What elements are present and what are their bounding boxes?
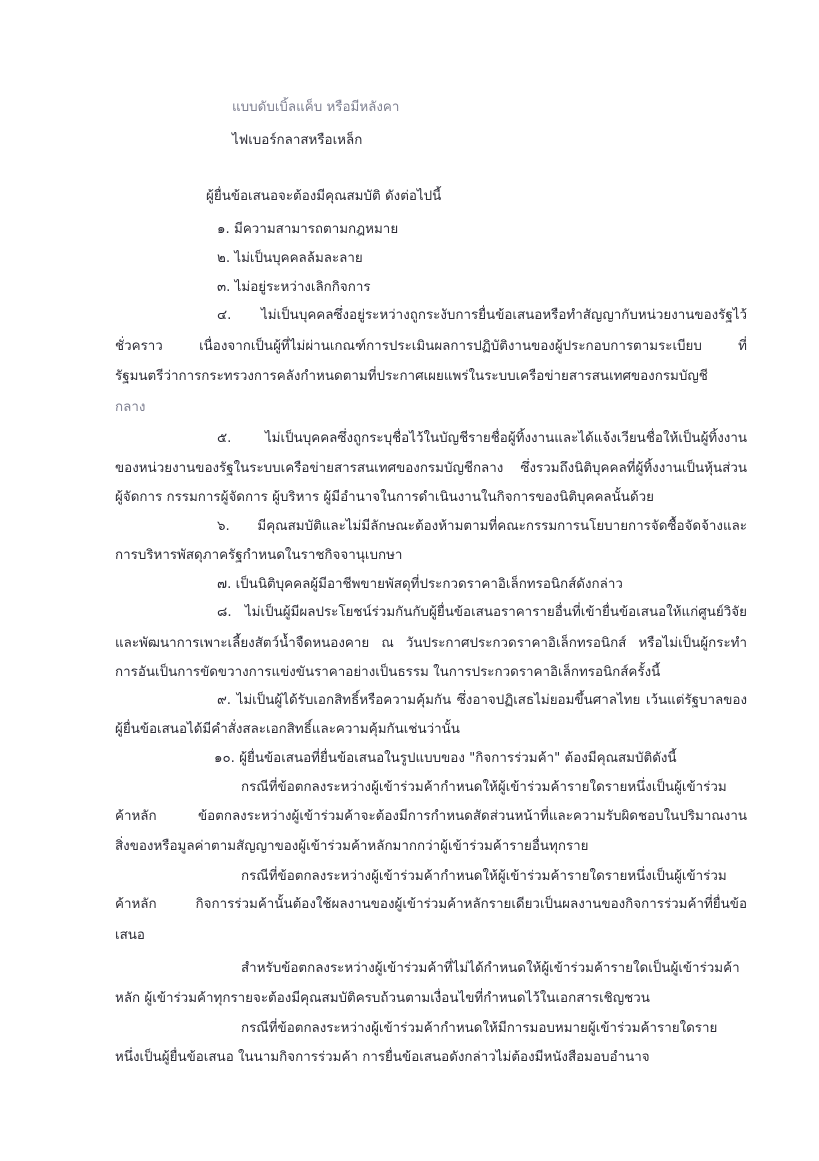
item-10-case-4-line-1: กรณีที่ข้อตกลงระหว่างผู้เข้าร่วมค้ากำหนดให้มีการมอบหมายผู้เข้าร่วมค้ารายใดราย	[241, 1021, 718, 1036]
item-10-case-3-line-1: สำหรับข้อตกลงระหว่างผู้เข้าร่วมค้าที่ไม่ได้กำหนดให้ผู้เข้าร่วมค้ารายใดเป็นผู้เข้าร่วมค้า	[241, 961, 740, 976]
item-10-case-3-line-2: หลัก ผู้เข้าร่วมค้าทุกรายจะต้องมีคุณสมบัติครบถ้วนตามเงื่อนไขที่กำหนดไว้ในเอกสารเชิญชวน	[115, 991, 650, 1006]
item-4-line-2: ชั่วคราว เนื่องจากเป็นผู้ที่ไม่ผ่านเกณฑ์การประเมินผลการปฏิบัติงานของผู้ประกอบการตามระเบียบ ที่	[115, 339, 747, 354]
item-10-case-1-line-3: สิ่งของหรือมูลค่าตามสัญญาของผู้เข้าร่วมค้าหลักมากกว่าผู้เข้าร่วมค้ารายอื่นทุกราย	[115, 839, 589, 854]
item-10-case-1-line-1: กรณีที่ข้อตกลงระหว่างผู้เข้าร่วมค้ากำหนดให้ผู้เข้าร่วมค้ารายใดรายหนึ่งเป็นผู้เข้าร่วม	[241, 780, 727, 795]
item-10-case-4-line-2: หนึ่งเป็นผู้ยื่นข้อเสนอ ในนามกิจการร่วมค้า การยื่นข้อเสนอดังกล่าวไม่ต้องมีหนังสือมอบอำนาจ	[115, 1050, 650, 1065]
item-5-line-3: ผู้จัดการ กรรมการผู้จัดการ ผู้บริหาร ผู้มีอำนาจในการดำเนินงานในกิจการของนิติบุคคลนั้นด้วย	[115, 490, 655, 505]
qualification-intro: ผู้ยื่นข้อเสนอจะต้องมีคุณสมบัติ ดังต่อไปนี้	[206, 189, 442, 204]
item-5-line-2: ของหน่วยงานของรัฐในระบบเครือข่ายสารสนเทศของกรมบัญชีกลาง ซึ่งรวมถึงนิติบุคคลที่ผู้ทิ้งงานเป็นหุ้นส่วน	[115, 461, 747, 476]
item-10-case-2-line-1: กรณีที่ข้อตกลงระหว่างผู้เข้าร่วมค้ากำหนดให้ผู้เข้าร่วมค้ารายใดรายหนึ่งเป็นผู้เข้าร่วม	[241, 869, 727, 884]
item-10-case-2-line-2: ค้าหลัก กิจการร่วมค้านั้นต้องใช้ผลงานของผู้เข้าร่วมค้าหลักรายเดียวเป็นผลงานของกิจการร่วมค้าที่ยื่นข้อ	[115, 897, 747, 912]
item-8-line-1: ๘. ไม่เป็นผู้มีผลประโยชน์ร่วมกันกับผู้ยื่นข้อเสนอราคารายอื่นที่เข้ายื่นข้อเสนอให้แก่ศูนย์วิจัย	[217, 605, 747, 620]
item-6-line-1: ๖. มีคุณสมบัติและไม่มีลักษณะต้องห้ามตามที่คณะกรรมการนโยบายการจัดซื้อจัดจ้างและ	[217, 519, 747, 534]
item-10-case-2-line-3: เสนอ	[115, 928, 145, 943]
item-10-heading: ๑๐. ผู้ยื่นข้อเสนอที่ยื่นข้อเสนอในรูปแบบของ "กิจการร่วมค้า" ต้องมีคุณสมบัติดังนี้	[214, 751, 677, 766]
item-6-line-2: การบริหารพัสดุภาครัฐกำหนดในราชกิจจานุเบกษา	[115, 548, 403, 563]
item-8-line-3: การอันเป็นการขัดขวางการแข่งขันราคาอย่างเป็นธรรม ในการประกวดราคาอิเล็กทรอนิกส์ครั้งนี้	[115, 665, 661, 680]
item-9-line-2: ผู้ยื่นข้อเสนอได้มีคำสั่งสละเอกสิทธิ์และความคุ้มกันเช่นว่านั้น	[115, 722, 460, 737]
header-line-1: แบบดับเบิ้ลแค็บ หรือมีหลังคา	[232, 100, 400, 115]
item-7: ๗. เป็นนิติบุคคลผู้มีอาชีพขายพัสดุที่ประกวดราคาอิเล็กทรอนิกส์ดังกล่าว	[217, 577, 623, 592]
item-1: ๑. มีความสามารถตามกฎหมาย	[217, 222, 399, 237]
item-3: ๓. ไม่อยู่ระหว่างเลิกกิจการ	[217, 280, 371, 295]
item-4-line-3: รัฐมนตรีว่าการกระทรวงการคลังกำหนดตามที่ประกาศเผยแพร่ในระบบเครือข่ายสารสนเทศของกรมบัญชี	[115, 369, 708, 384]
item-9-line-1: ๙. ไม่เป็นผู้ได้รับเอกสิทธิ์หรือความคุ้มกัน ซึ่งอาจปฏิเสธไม่ยอมขึ้นศาลไทย เว้นแต่รัฐบาลของ	[217, 693, 747, 708]
header-line-2: ไฟเบอร์กลาสหรือเหล็ก	[232, 133, 363, 148]
item-4-line-1: ๔. ไม่เป็นบุคคลซึ่งอยู่ระหว่างถูกระงับการยื่นข้อเสนอหรือทำสัญญากับหน่วยงานของรัฐไว้	[217, 308, 747, 323]
item-4-line-4: กลาง	[115, 400, 146, 415]
item-5-line-1: ๕. ไม่เป็นบุคคลซึ่งถูกระบุชื่อไว้ในบัญชีรายชื่อผู้ทิ้งงานและได้แจ้งเวียนชื่อให้เป็นผู้ทิ้งงาน	[217, 431, 747, 446]
item-8-line-2: และพัฒนาการเพาะเลี้ยงสัตว์น้ำจืดหนองคาย ณ วันประกาศประกวดราคาอิเล็กทรอนิกส์ หรือไม่เป็นผู้กระทำ	[115, 636, 747, 651]
item-2: ๒. ไม่เป็นบุคคลล้มละลาย	[217, 251, 363, 266]
item-10-case-1-line-2: ค้าหลัก ข้อตกลงระหว่างผู้เข้าร่วมค้าจะต้องมีการกำหนดสัดส่วนหน้าที่และความรับผิดชอบในปริมาณงาน	[115, 809, 747, 824]
